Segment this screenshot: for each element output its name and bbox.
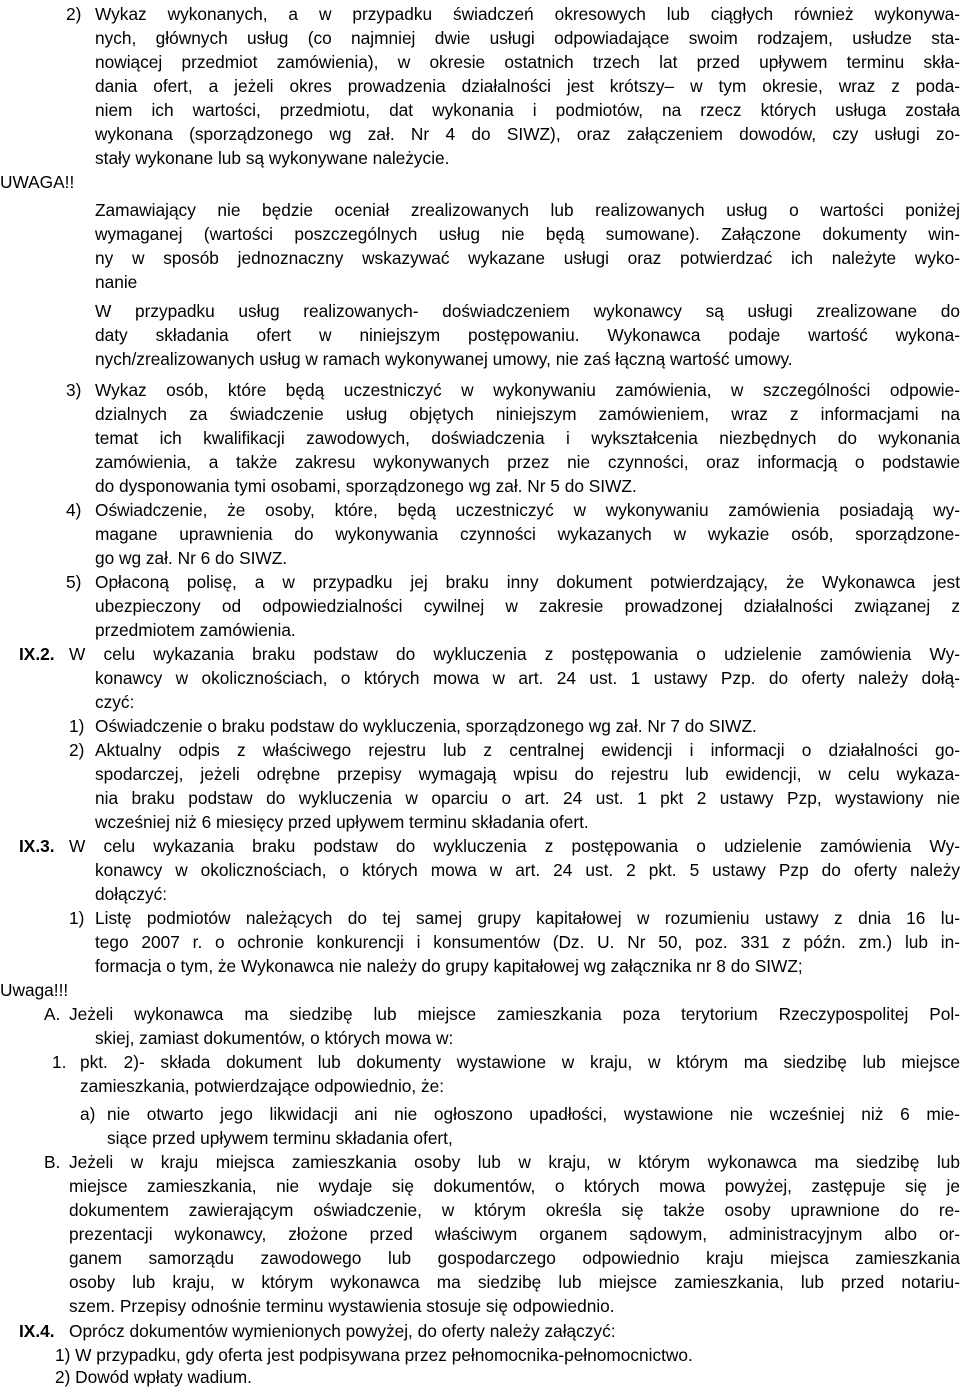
text-line: W przypadku usług realizowanych- doświadczeniem wykonawcy są usługi zrealizowane do: [95, 301, 960, 321]
text-line: zamówienia, a także zakresu wykonywanych przez nie czynności, oraz informacją o podstawie: [95, 452, 960, 472]
ix2-label: IX.2.: [19, 644, 55, 664]
text-line: dzialnych za świadczenie usług objętych niniejszym zamówieniem, wraz z informacjami na: [95, 404, 960, 424]
text-line: formacja o tym, że Wykonawca nie należy do grupy kapitałowej wg załącznika nr 8 do SIWZ;: [95, 956, 803, 976]
text-line: spodarczej, jeżeli odrębne przepisy wymagają wpisu do rejestru lub ewidencji, w celu wykaza-: [95, 764, 960, 784]
a-label: A.: [44, 1004, 61, 1024]
ix2-item2-label: 2): [69, 740, 85, 760]
text-line: wcześniej niż 6 miesięcy przed upływem terminu składania ofert.: [95, 812, 589, 832]
text-line: konawcy w okolicznościach, o których mowa w art. 24 ust. 1 ustawy Pzp. do oferty należy dołą-: [95, 668, 960, 688]
sec5-label: 5): [66, 572, 82, 592]
text-line: Wykaz osób, które będą uczestniczyć w wykonywaniu zamówienia, w szczególności odpowie-: [95, 380, 960, 400]
text-line: niem ich wartości, przedmiotu, dat wykonania i podmiotów, na rzecz których usługa została: [95, 100, 960, 120]
text-line: czyć:: [95, 692, 135, 712]
text-line: Listę podmiotów należących do tej samej grupy kapitałowej w rozumieniu ustawy z dnia 16 lu-: [95, 908, 960, 928]
text-line: dokumentem zawierającym oświadczenie, w którym określa się także osoby uprawnione do re-: [69, 1200, 960, 1220]
sec2-label: 2): [66, 4, 82, 24]
text-line: W celu wykazania braku podstaw do wykluczenia z postępowania o udzielenie zamówienia Wy-: [69, 644, 960, 664]
ix2-item1-text: Oświadczenie o braku podstaw do wykluczenia, sporządzonego wg zał. Nr 7 do SIWZ.: [95, 716, 757, 736]
text-line: daty składania ofert w niniejszym postępowaniu. Wykonawca podaje wartość wykona-: [95, 325, 960, 345]
text-line: konawcy w okolicznościach, o których mowa w art. 24 ust. 2 pkt. 5 ustawy Pzp do oferty należy: [95, 860, 960, 880]
text-line: Jeżeli wykonawca ma siedzibę lub miejsce zamieszkania poza terytorium Rzeczypospolitej Pol-: [69, 1004, 960, 1024]
text-line: Opłaconą polisę, a w przypadku jej braku inny dokument potwierdzający, że Wykonawca jest: [95, 572, 960, 592]
text-line: ubezpieczony od odpowiedzialności cywilnej w zakresie prowadzonej działalności związanej z: [95, 596, 960, 616]
text-line: prezentacji wykonawcy, złożone przed właściwym organem sądowym, administracyjnym albo or-: [69, 1224, 960, 1244]
text-line: Aktualny odpis z właściwego rejestru lub z centralnej ewidencji i informacji o działalności go-: [95, 740, 960, 760]
text-line: wymaganej (wartości poszczególnych usług nie będą sumowane). Załączone dokumenty win-: [95, 224, 960, 244]
text-line: go wg zał. Nr 6 do SIWZ.: [95, 548, 288, 568]
text-line: tego 2007 r. o ochronie konkurencji i konsumentów (Dz. U. Nr 50, poz. 331 z późn. zm.) lub in-: [95, 932, 960, 952]
sec4-label: 4): [66, 500, 82, 520]
text-line: siące przed upływem terminu składania ofert,: [107, 1128, 453, 1148]
ix4-item1: 1) W przypadku, gdy oferta jest podpisywana przez pełnomocnika-pełnomocnictwo.: [55, 1345, 693, 1365]
a-pa-label: a): [80, 1104, 96, 1124]
text-line: ganem samorządu zawodowego lub gospodarczego odpowiednio kraju miejsca zamieszkania: [69, 1248, 960, 1268]
b-label: B.: [44, 1152, 61, 1172]
uwaga-heading: UWAGA!!: [0, 172, 75, 192]
text-line: stały wykonane lub są wykonywane należycie.: [95, 148, 450, 168]
text-line: miejsce zamieszkania, nie wydaje się dokumentów, o których mowa powyżej, zastępuje się je: [69, 1176, 960, 1196]
text-line: dania ofert, a jeżeli okres prowadzenia działalności jest krótszy– w tym okresie, wraz z poda-: [95, 76, 960, 96]
text-line: nanie: [95, 272, 138, 292]
text-line: pkt. 2)- składa dokument lub dokumenty wystawione w kraju, w którym ma siedzibę lub miejsce: [80, 1052, 960, 1072]
text-line: Wykaz wykonanych, a w przypadku świadczeń okresowych lub ciągłych również wykonywa-: [95, 4, 960, 24]
text-line: osoby lub kraju, w którym wykonawca ma siedzibę lub miejsce zamieszkania, lub przed notariu-: [69, 1272, 960, 1292]
text-line: dołączyć:: [95, 884, 168, 904]
ix4-item2: 2) Dowód wpłaty wadium.: [55, 1367, 252, 1387]
text-line: magane uprawnienia do wykonywania czynności wykazanych w wykazie osób, sporządzone-: [95, 524, 960, 544]
text-line: do dysponowania tymi osobami, sporządzonego wg zał. Nr 5 do SIWZ.: [95, 476, 637, 496]
text-line: nowiącej przedmiot zamówienia), w okresie ostatnich trzech lat przed upływem terminu skła-: [95, 52, 960, 72]
text-line: W celu wykazania braku podstaw do wykluczenia z postępowania o udzielenie zamówienia Wy-: [69, 836, 960, 856]
uwaga2-heading: Uwaga!!!: [0, 980, 69, 1000]
sec3-label: 3): [66, 380, 82, 400]
ix4-text: Oprócz dokumentów wymienionych powyżej, do oferty należy załączyć:: [69, 1321, 616, 1341]
text-line: ny w sposób jednoznaczny wskazywać wykazane usługi oraz potwierdzać ich należyte wyko-: [95, 248, 960, 268]
text-line: Zamawiający nie będzie oceniał zrealizowanych lub realizowanych usług o wartości poniżej: [95, 200, 960, 220]
a-p1-label: 1.: [52, 1052, 67, 1072]
text-line: temat ich kwalifikacji zawodowych, doświadczenia i wykształcenia niezbędnych do wykonania: [95, 428, 960, 448]
text-line: nie otwarto jego likwidacji ani nie ogłoszono upadłości, wystawione nie wcześniej niż 6 mie-: [107, 1104, 960, 1124]
ix3-item1-label: 1): [69, 908, 85, 928]
text-line: skiej, zamiast dokumentów, o których mowa w:: [95, 1028, 454, 1048]
text-line: wykonana (sporządzonego wg zał. Nr 4 do SIWZ), oraz załączeniem dowodów, czy usługi zo-: [95, 124, 960, 144]
text-line: zamieszkania, potwierdzające odpowiednio, że:: [80, 1076, 445, 1096]
text-line: nych/zrealizowanych usług w ramach wykonywanej umowy, nie zaś łączną wartość umowy.: [95, 349, 793, 369]
text-line: nych, głównych usług (co najmniej dwie usługi odpowiadające swoim rodzajem, usłudze sta-: [95, 28, 960, 48]
ix2-item1-label: 1): [69, 716, 85, 736]
text-line: Jeżeli w kraju miejsca zamieszkania osoby lub w kraju, w którym wykonawca ma siedzibę lub: [69, 1152, 960, 1172]
text-line: Oświadczenie, że osoby, które, będą uczestniczyć w wykonywaniu zamówienia posiadają wy-: [95, 500, 960, 520]
text-line: szem. Przepisy odnośnie terminu wystawienia stosuje się odpowiednio.: [69, 1296, 615, 1316]
ix3-label: IX.3.: [19, 836, 55, 856]
ix4-label: IX.4.: [19, 1321, 55, 1341]
text-line: przedmiotem zamówienia.: [95, 620, 296, 640]
text-line: nia braku podstaw do wykluczenia w oparciu o art. 24 ust. 1 pkt 2 ustawy Pzp, wystawiony nie: [95, 788, 960, 808]
